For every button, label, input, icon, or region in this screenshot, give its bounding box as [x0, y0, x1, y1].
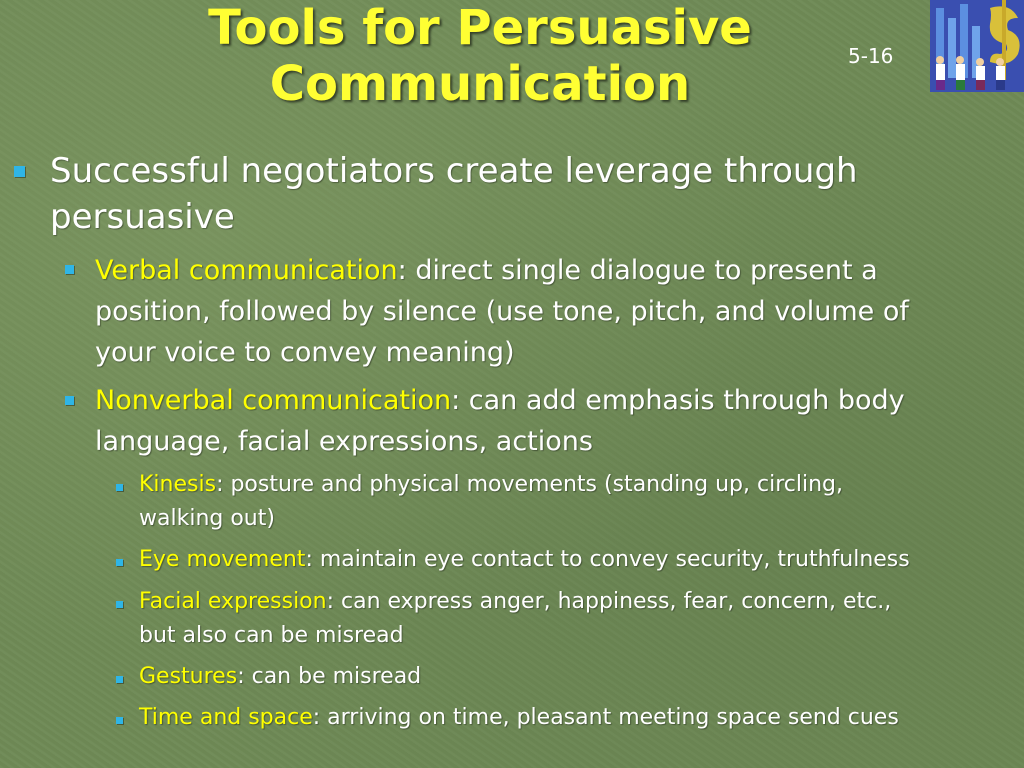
facial-term: Facial expression: [139, 589, 327, 614]
eye-bullet-line-1: [139, 543, 910, 577]
time-bullet-line-1: [139, 701, 899, 735]
title-line-1: Tools for Persuasive: [208, 0, 752, 56]
eye-term: Eye movement: [139, 547, 306, 572]
bullet-square-icon: [65, 265, 74, 274]
bullet-square-icon: [14, 166, 25, 177]
bullet-square-icon: [116, 484, 123, 491]
kinesis-term: Kinesis: [139, 472, 217, 497]
nonverbal-term: Nonverbal communication: [95, 385, 452, 416]
facial-bullet-line-2: but also can be misread: [139, 623, 404, 648]
verbal-bullet-line-1: [95, 250, 878, 291]
nonverbal-bullet-line-1: [95, 380, 905, 421]
bullet-square-icon: [116, 601, 123, 608]
gestures-term: Gestures: [139, 664, 238, 689]
verbal-bullet-line-3: your voice to convey meaning): [95, 337, 515, 368]
eye-desc: : maintain eye contact to convey security, truthfulness: [305, 547, 910, 572]
slide-number: 5-16: [848, 44, 894, 68]
bullet-square-icon: [116, 717, 123, 724]
gestures-bullet-line-1: [139, 660, 421, 694]
facial-desc: : can express anger, happiness, fear, concern, etc.,: [326, 589, 892, 614]
kinesis-bullet-line-1: [139, 468, 843, 502]
verbal-term: Verbal communication: [95, 255, 398, 286]
time-term: Time and space: [139, 705, 313, 730]
verbal-desc: : direct single dialogue to present a: [397, 255, 878, 286]
nonverbal-bullet-line-2: language, facial expressions, actions: [95, 426, 593, 457]
bullet-square-icon: [116, 559, 123, 566]
bullet-square-icon: [116, 676, 123, 683]
nonverbal-desc: : can add emphasis through body: [451, 385, 905, 416]
kinesis-desc: : posture and physical movements (standing up, circling,: [216, 472, 843, 497]
bullet-square-icon: [65, 396, 74, 405]
kinesis-bullet-line-2: walking out): [139, 506, 275, 531]
main-bullet-line-2: persuasive: [50, 197, 235, 237]
facial-bullet-line-1: [139, 585, 891, 619]
main-bullet-line-1: Successful negotiators create leverage through: [50, 151, 858, 191]
gestures-desc: : can be misread: [237, 664, 422, 689]
title-line-2: Communication: [269, 56, 691, 112]
time-desc: : arriving on time, pleasant meeting space send cues: [312, 705, 899, 730]
verbal-bullet-line-2: position, followed by silence (use tone, pitch, and volume of: [95, 296, 909, 327]
